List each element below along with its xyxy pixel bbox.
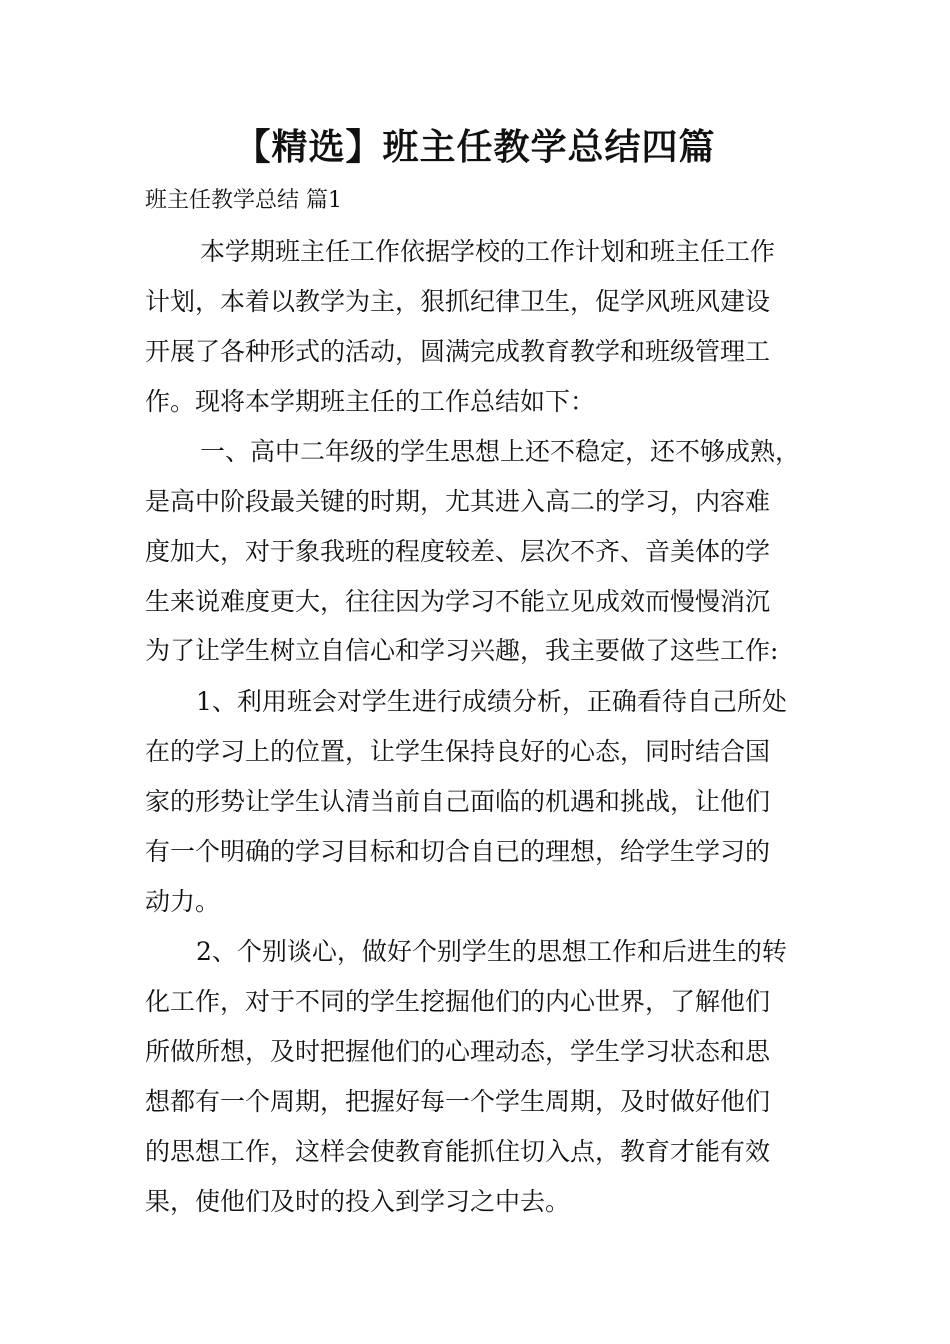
body-line: 度加大，对于象我班的程度较差、层次不齐、音美体的学 — [145, 537, 771, 566]
body-line: 一、高中二年级的学生思想上还不稳定，还不够成熟， — [200, 437, 801, 466]
body-line: 想都有一个周期，把握好每一个学生周期，及时做好他们 — [145, 1087, 771, 1116]
body-line: 2、个别谈心，做好个别学生的思想工作和后进生的转 — [196, 937, 787, 966]
document-title: 【精选】班主任教学总结四篇 — [234, 127, 716, 168]
body-line: 家的形势让学生认清当前自己面临的机遇和挑战，让他们 — [145, 787, 771, 816]
body-line: 开展了各种形式的活动，圆满完成教育教学和班级管理工 — [145, 337, 771, 366]
body-line: 的思想工作，这样会使教育能抓住切入点，教育才能有效 — [145, 1137, 771, 1166]
body-line: 有一个明确的学习目标和切合自已的理想，给学生学习的 — [145, 837, 771, 866]
body-line: 生来说难度更大，往往因为学习不能立见成效而慢慢消沉 — [145, 587, 771, 616]
section-heading: 班主任教学总结 篇1 — [145, 188, 342, 213]
body-line: 本学期班主任工作依据学校的工作计划和班主任工作 — [200, 237, 776, 266]
body-line: 1、利用班会对学生进行成绩分析，正确看待自己所处 — [196, 687, 787, 716]
body-line: 化工作，对于不同的学生挖掘他们的内心世界，了解他们 — [145, 987, 771, 1016]
body-line: 动力。 — [145, 887, 221, 916]
body-line: 在的学习上的位置，让学生保持良好的心态，同时结合国 — [145, 737, 771, 766]
body-line: 为了让学生树立自信心和学习兴趣，我主要做了这些工作: — [145, 636, 779, 665]
body-line: 是高中阶段最关键的时期，尤其进入高二的学习，内容难 — [145, 487, 771, 516]
body-line: 作。现将本学期班主任的工作总结如下： — [145, 387, 596, 416]
body-line: 果，使他们及时的投入到学习之中去。 — [145, 1187, 571, 1216]
body-line: 所做所想，及时把握他们的心理动态，学生学习状态和思 — [145, 1037, 771, 1066]
body-line: 计划，本着以教学为主，狠抓纪律卫生，促学风班风建设 — [145, 287, 771, 316]
